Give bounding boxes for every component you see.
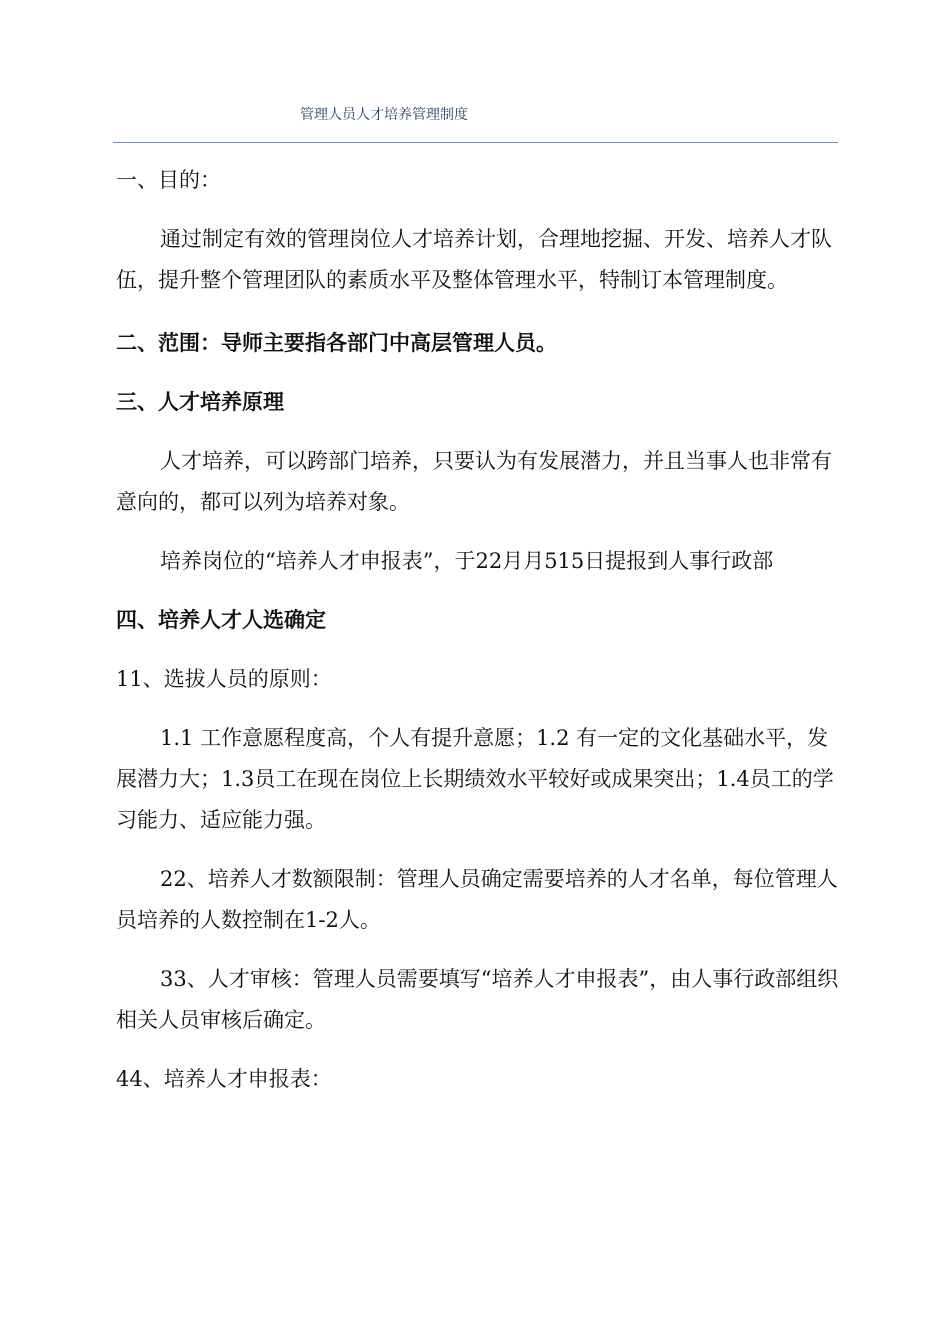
selection-principle-heading: 11、选拔人员的原则： <box>116 667 332 691</box>
principle-paragraph: 人才培养，可以跨部门培养，只要认为有发展潜力，并且当事人也非常有意向的，都可以列为培养对象。 <box>116 449 832 514</box>
document-body <box>116 160 840 1100</box>
purpose-paragraph: 通过制定有效的管理岗位人才培养计划，合理地挖掘、开发、培养人才队伍，提升整个管理团队的素质水平及整体管理水平，特制订本管理制度。 <box>116 227 832 292</box>
review-paragraph: 33、人才审核：管理人员需要填写“培养人才申报表”，由人事行政部组织相关人员审核后确定。 <box>116 967 839 1032</box>
selection-principle-details: 1.1 工作意愿程度高，个人有提升意愿；1.2 有一定的文化基础水平，发展潜力大；1.3员工在现在岗位上长期绩效水平较好或成果突出；1.4员工的学习能力、适应能力强。 <box>116 726 834 832</box>
selection-heading: 四、培养人才人选确定 <box>116 608 326 632</box>
submission-paragraph: 培养岗位的“培养人才申报表”，于22月月515日提报到人事行政部 <box>160 549 774 573</box>
scope-heading: 二、范围：导师主要指各部门中高层管理人员。 <box>116 331 557 355</box>
purpose-heading: 一、目的： <box>116 168 221 192</box>
page-header-title: 管理人员人才培养管理制度 <box>300 107 468 123</box>
principle-heading: 三、人才培养原理 <box>116 390 284 414</box>
quota-paragraph: 22、培养人才数额限制：管理人员确定需要培养的人才名单，每位管理人员培养的人数控制在1-2人。 <box>116 867 838 932</box>
application-form-heading: 44、培养人才申报表： <box>116 1067 332 1091</box>
header-divider <box>113 142 838 143</box>
